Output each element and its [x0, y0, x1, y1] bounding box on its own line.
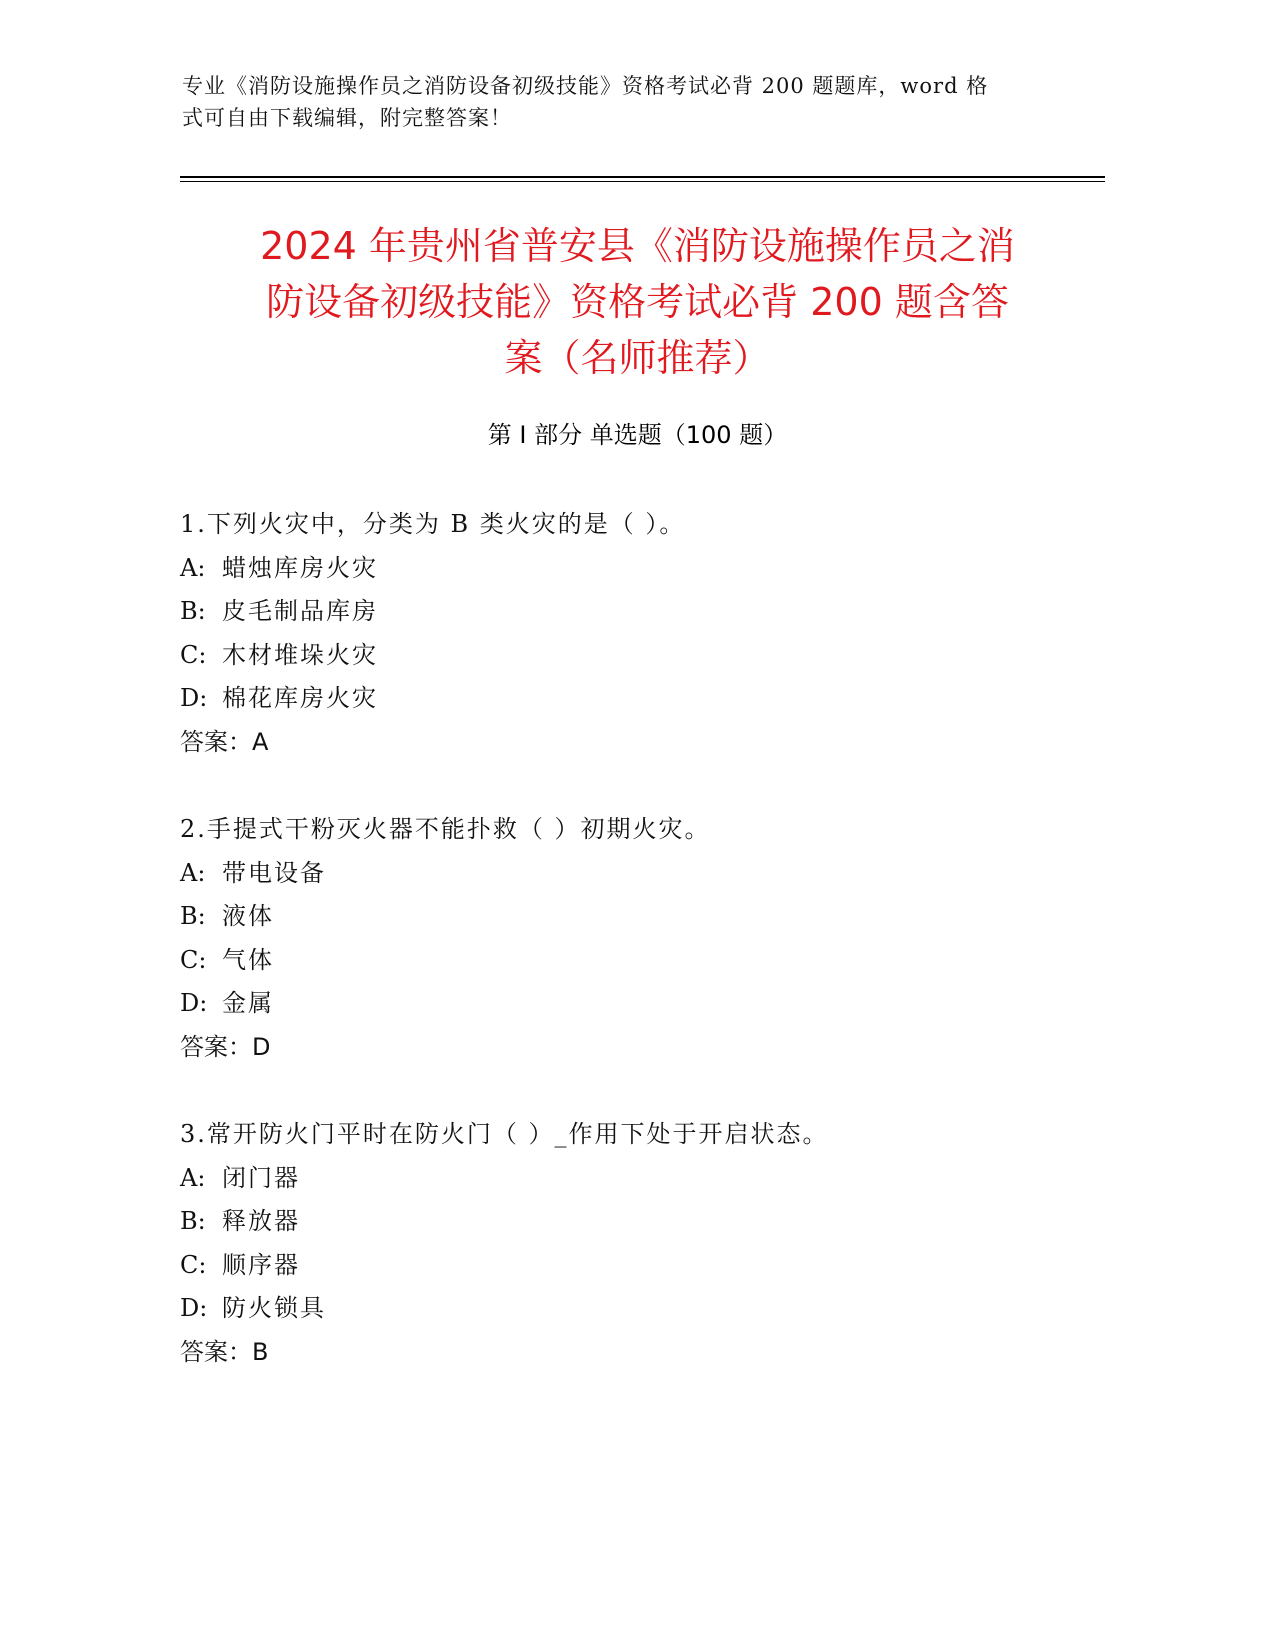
option-letter: D: — [180, 684, 208, 712]
option-letter: D: — [180, 989, 208, 1017]
question-answer: 答案：B — [180, 1337, 269, 1366]
option-letter: A: — [180, 553, 206, 582]
document-title-line-2: 防设备初级技能》资格考试必背 200 题含答 — [266, 280, 1009, 324]
question-option-a — [180, 852, 1080, 896]
option-text: 气体 — [222, 945, 274, 974]
option-text: 木材堆垛火灾 — [222, 640, 378, 669]
header-rule-thin — [180, 181, 1105, 182]
option-text: 蜡烛库房火灾 — [222, 553, 378, 582]
question-option-c — [180, 1244, 1080, 1288]
option-letter: A: — [180, 858, 206, 887]
header-rule-thick — [180, 176, 1105, 178]
option-letter: B: — [180, 597, 206, 625]
option-letter: B: — [180, 902, 206, 930]
option-letter: A: — [180, 1163, 206, 1192]
document-title-line-1: 2024 年贵州省普安县《消防设施操作员之消 — [260, 224, 1015, 268]
question-stem: 1.下列火灾中，分类为 B 类火灾的是（ ）。 — [180, 510, 686, 538]
question-2 — [180, 808, 1080, 1069]
option-text: 释放器 — [222, 1207, 300, 1235]
question-option-b — [180, 1200, 1080, 1244]
option-letter: C: — [180, 1250, 207, 1279]
header-note — [182, 70, 1032, 134]
option-text: 闭门器 — [222, 1163, 300, 1192]
option-text: 金属 — [222, 989, 274, 1017]
option-letter: D: — [180, 1294, 208, 1322]
question-option-a — [180, 1157, 1080, 1201]
question-option-b — [180, 590, 1080, 634]
question-stem: 2.手提式干粉灭火器不能扑救（ ）初期火灾。 — [180, 815, 711, 843]
question-option-a — [180, 547, 1080, 591]
question-answer: 答案：D — [180, 1032, 271, 1061]
option-text: 液体 — [222, 902, 274, 930]
option-letter: C: — [180, 945, 207, 974]
question-stem: 3.常开防火门平时在防火门（ ）_作用下处于开启状态。 — [180, 1120, 829, 1148]
document-title — [175, 218, 1100, 386]
question-option-d — [180, 982, 1080, 1026]
document-title-line-3: 案（名师推荐） — [504, 336, 771, 380]
question-option-d — [180, 677, 1080, 721]
option-text: 皮毛制品库房 — [222, 597, 378, 625]
question-answer: 答案：A — [180, 727, 269, 756]
question-option-c — [180, 939, 1080, 983]
option-letter: C: — [180, 640, 207, 669]
option-text: 带电设备 — [222, 858, 326, 887]
question-option-c — [180, 634, 1080, 678]
question-option-b — [180, 895, 1080, 939]
option-text: 棉花库房火灾 — [222, 684, 378, 712]
question-option-d — [180, 1287, 1080, 1331]
section-heading: 第 I 部分 单选题（100 题） — [487, 421, 788, 449]
option-text: 防火锁具 — [222, 1294, 326, 1322]
option-letter: B: — [180, 1207, 206, 1235]
question-3 — [180, 1113, 1080, 1374]
question-1 — [180, 503, 1080, 764]
header-note-line-1: 专业《消防设施操作员之消防设备初级技能》资格考试必背 200 题题库，word 格 — [182, 74, 989, 98]
option-text: 顺序器 — [222, 1250, 300, 1279]
header-note-line-2: 式可自由下载编辑，附完整答案！ — [182, 106, 512, 130]
